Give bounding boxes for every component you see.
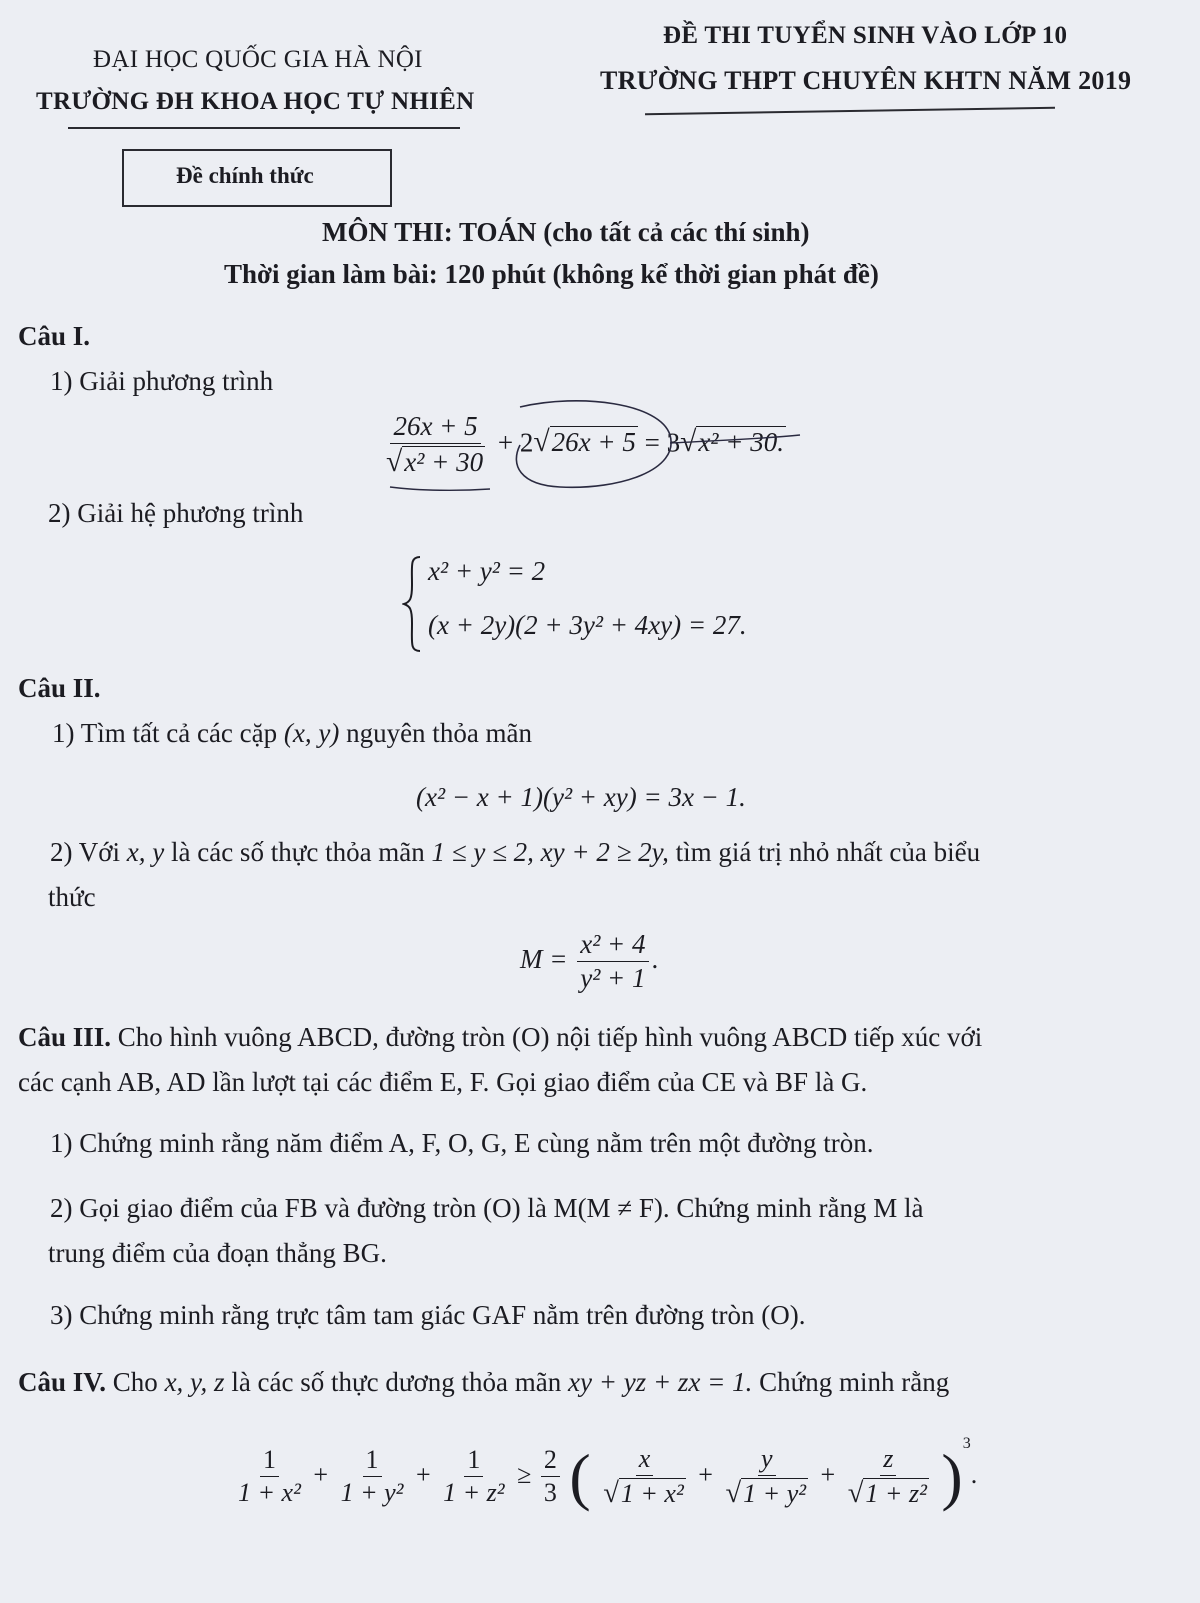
ineq-end: .	[970, 1459, 978, 1489]
subject-line: MÔN THI: TOÁN (cho tất cả các thí sinh)	[322, 217, 810, 247]
exam-title: ĐỀ THI TUYỂN SINH VÀO LỚP 10	[663, 22, 1068, 49]
eq-equals-three: = 3	[644, 427, 681, 458]
question-4-title: Câu IV.	[18, 1367, 107, 1397]
q4-line-1	[18, 1367, 949, 1398]
m-denominator: y² + 1	[580, 962, 646, 993]
rfrac2-num: y	[758, 1445, 776, 1476]
q2-p2-tail: tìm giá trị nhỏ nhất của biểu	[675, 837, 981, 867]
plus-3: +	[698, 1459, 713, 1489]
q3-text-1: Cho hình vuông ABCD, đường tròn (O) nội tiếp hình vuông ABCD tiếp xúc với	[117, 1022, 983, 1052]
q2-equation-1: (x² − x + 1)(y² + xy) = 3x − 1.	[416, 782, 746, 812]
eq-plus-two: + 2	[497, 427, 534, 458]
q3-part2-line1: 2) Gọi giao điểm của FB và đường tròn (O) là M(M ≠ F). Chứng minh rằng M là	[50, 1193, 924, 1223]
system-eq-2: (x + 2y)(2 + 3y² + 4xy) = 27.	[428, 610, 747, 640]
q4-vars: x, y, z	[164, 1367, 225, 1397]
q3-line-1	[18, 1022, 982, 1053]
rfrac3-num: z	[880, 1445, 896, 1476]
q4-mid: là các số thực dương thỏa mãn	[231, 1367, 562, 1397]
frac3-num: 1	[464, 1446, 483, 1477]
time-line: Thời gian làm bài: 120 phút (không kể thời gian phát đề)	[224, 259, 879, 289]
cube-exponent: 3	[962, 1434, 971, 1452]
q2-p2-vars: x, y	[126, 837, 165, 867]
q1-part2-text: 2) Giải hệ phương trình	[48, 498, 304, 528]
eq-denominator: x² + 30	[404, 446, 484, 477]
m-lhs: M =	[520, 943, 568, 974]
q3-part2-line2: trung điểm của đoạn thẳng BG.	[48, 1238, 387, 1268]
frac2-num: 1	[363, 1446, 382, 1477]
q2-p2-mid: là các số thực thỏa mãn	[171, 837, 425, 867]
plus-4: +	[820, 1459, 836, 1489]
frac1-den: 1 + x²	[238, 1478, 301, 1507]
header-underline-left	[68, 127, 460, 129]
q3-part3: 3) Chứng minh rằng trực tâm tam giác GAF nằm trên đường tròn (O).	[50, 1300, 806, 1330]
frac2-den: 1 + y²	[340, 1478, 404, 1507]
q3-part1: 1) Chứng minh rằng năm điểm A, F, O, G, E cùng nằm trên một đường tròn.	[50, 1128, 874, 1158]
system-eq-1: x² + y² = 2	[428, 556, 546, 586]
frac1-num: 1	[260, 1446, 279, 1477]
ge-sign: ≥	[517, 1459, 532, 1489]
plus-1: +	[313, 1459, 329, 1489]
question-2-title: Câu II.	[18, 673, 101, 703]
q2-p1-lead: 1) Tìm tất cả các cặp	[52, 718, 278, 748]
rfrac1-num: x	[636, 1445, 654, 1476]
right-paren: )	[941, 1441, 963, 1512]
official-label: Đề chính thức	[176, 163, 314, 188]
q4-tail: Chứng minh rằng	[759, 1367, 950, 1397]
q3-line-2: các cạnh AB, AD lần lượt tại các điểm E, F. Gọi giao điểm của CE và BF là G.	[18, 1067, 868, 1097]
q2-m-expression	[520, 930, 658, 993]
q2-part2-text	[50, 837, 980, 868]
rfrac1-den: 1 + x²	[620, 1478, 684, 1508]
q2-p1-tail: nguyên thỏa mãn	[346, 718, 533, 748]
rfrac3-den: 1 + z²	[865, 1478, 927, 1508]
coef-num: 2	[541, 1446, 560, 1477]
q2-p2-lead: 2) Với	[50, 837, 121, 867]
left-paren: (	[569, 1441, 591, 1512]
coef-den: 3	[543, 1478, 557, 1507]
system-brace	[402, 555, 424, 653]
q2-p2-conditions: 1 ≤ y ≤ 2, xy + 2 ≥ 2y,	[431, 837, 669, 867]
q1-part1-text: 1) Giải phương trình	[50, 366, 274, 396]
header-underline-right	[645, 107, 1055, 115]
q2-part2-text-2: thức	[48, 882, 96, 912]
university-name: ĐẠI HỌC QUỐC GIA HÀ NỘI	[93, 46, 423, 73]
question-3-title: Câu III.	[18, 1022, 112, 1052]
q4-condition: xy + yz + zx = 1.	[568, 1367, 753, 1397]
q1-equation: $\frac{26x + 5}{\text{√x² + 30}}$ + 2√26x + 5 = 3√x² + 30.	[386, 411, 784, 478]
plus-2: +	[415, 1459, 431, 1489]
question-1-title: Câu I.	[18, 321, 91, 351]
school-name: TRƯỜNG ĐH KHOA HỌC TỰ NHIÊN	[36, 88, 475, 115]
frac3-den: 1 + z²	[443, 1478, 505, 1507]
rfrac2-den: 1 + y²	[743, 1478, 807, 1508]
q2-p1-pair: (x, y)	[283, 718, 340, 748]
m-end: .	[651, 943, 659, 974]
exam-school: TRƯỜNG THPT CHUYÊN KHTN NĂM 2019	[600, 66, 1132, 95]
m-numerator: x² + 4	[577, 930, 648, 962]
eq-numerator: 26x + 5	[390, 412, 480, 444]
eq-radicand: 26x + 5	[551, 427, 636, 458]
q4-lead: Cho	[112, 1367, 158, 1397]
eq-radicand-2: x² + 30.	[698, 427, 784, 458]
q2-part1-text	[52, 718, 532, 749]
q4-inequality: $\frac{1}{\text{1 + x²}}$ + $\frac{1}{\text{1 + y²}}$ + $\frac{1}{\text{1 + z²}}$ ≥ $\frac{2}{3}$ ( $\frac{x}{\text{√1 + x²}}$ + $\frac{y}{\text{√1 + y²}}$ + $\frac{z}{\text{√1 + z²}}$ )$^3$.	[232, 1440, 977, 1514]
